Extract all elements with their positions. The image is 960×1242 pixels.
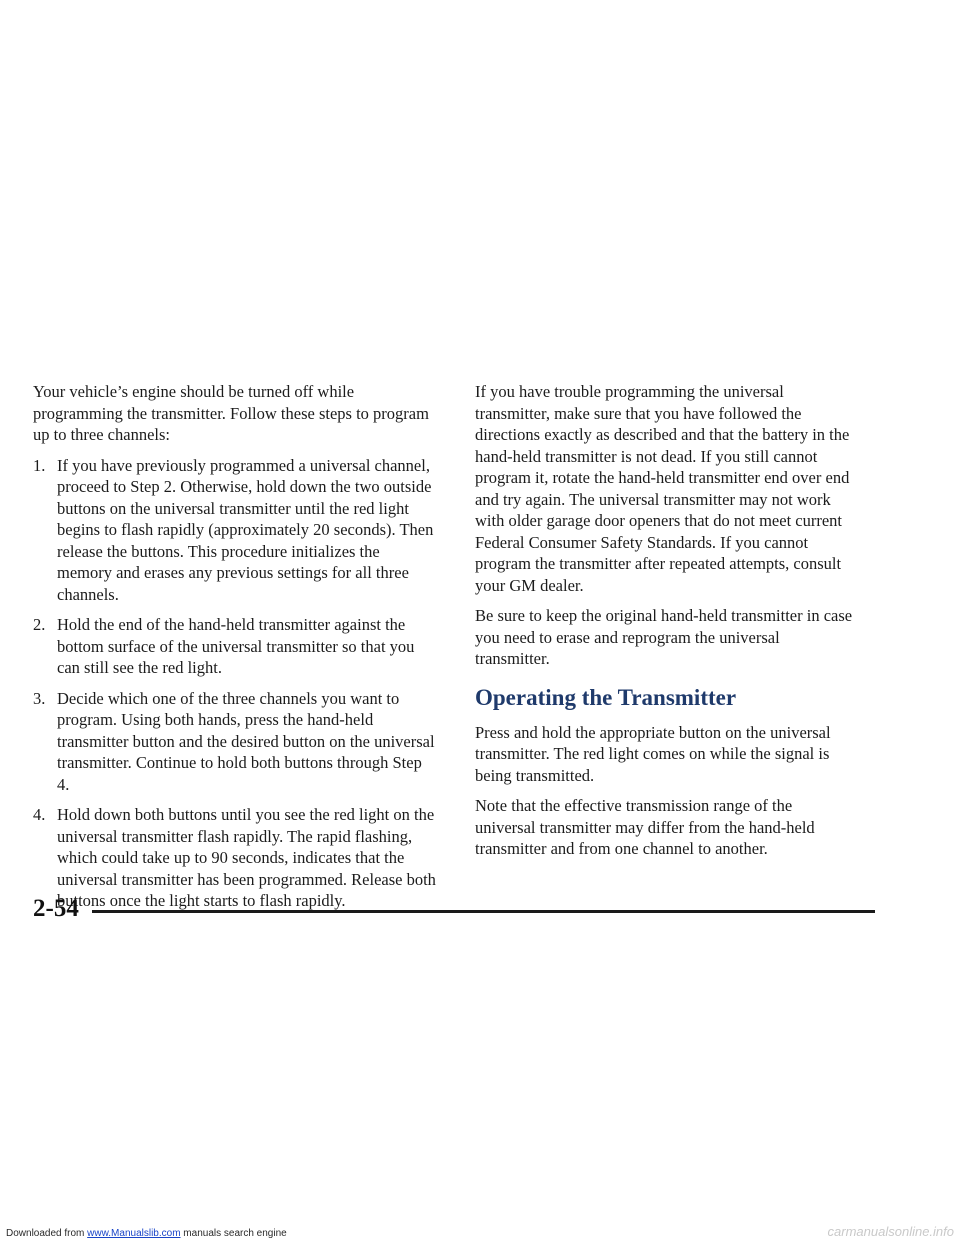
footer-prefix: Downloaded from — [6, 1228, 88, 1239]
page-number: 2-54 — [33, 895, 79, 922]
manualslib-link[interactable]: www.Manualslib.com — [87, 1228, 181, 1239]
step-item — [33, 455, 438, 606]
footer-suffix: manuals search engine — [180, 1228, 287, 1239]
step-text: If you have previously programmed a universal channel, proceed to Step 2. Otherwise, hold down the two outside buttons on the universal transmitter until the red light begins to flash rapidly (approximately 20 seconds). Then release the buttons. This procedure initializes the memory and erases any previous settings for all three channels. — [57, 455, 434, 604]
step-text: Hold the end of the hand-held transmitter against the bottom surface of the universal transmitter so that you can still see the red light. — [57, 615, 415, 677]
step-item — [33, 804, 438, 912]
download-footer — [6, 1228, 287, 1239]
step-item — [33, 614, 438, 679]
page-divider-rule — [92, 910, 875, 913]
keep-transmitter-paragraph: Be sure to keep the original hand-held transmitter in case you need to erase and reprogram the universal transmitter. — [475, 606, 853, 668]
step-number: 4. — [33, 805, 46, 824]
step-text: Decide which one of the three channels you want to program. Using both hands, press the hand-held transmitter button and the desired button on the universal transmitter. Continue to hold both buttons through Step 4. — [57, 688, 435, 794]
steps-list — [33, 455, 438, 912]
operate-paragraph: Press and hold the appropriate button on the universal transmitter. The red light comes on while the signal is being transmitted. — [475, 722, 831, 785]
intro-paragraph: Your vehicle’s engine should be turned off while programming the transmitter. Follow these steps to program up to three channels: — [33, 382, 429, 444]
step-item — [33, 688, 438, 796]
right-column — [475, 381, 855, 869]
trouble-paragraph: If you have trouble programming the universal transmitter, make sure that you have followed the directions exactly as described and that the battery in the hand-held transmitter is not dead. If you still cannot program it, rotate the hand-held transmitter end over end and try again. The universal transmitter may not work with older garage door openers that do not meet current Federal Consumer Safety Standards. If you cannot program the transmitter after repeated attempts, consult your GM dealer. — [475, 382, 850, 595]
range-paragraph: Note that the effective transmission range of the universal transmitter may differ from the hand-held transmitter and from one channel to another. — [475, 796, 815, 858]
step-number: 2. — [33, 615, 46, 634]
step-text: Hold down both buttons until you see the red light on the universal transmitter flash rapidly. The rapid flashing, which could take up to 90 seconds, indicates that the universal transmitter has been programmed. Release both buttons once the light starts to flash rapidly. — [57, 805, 436, 910]
watermark: carmanualsonline.info — [827, 1224, 954, 1239]
step-number: 3. — [33, 688, 46, 708]
section-heading: Operating the Transmitter — [475, 684, 737, 710]
left-column — [33, 381, 438, 921]
step-number: 1. — [33, 455, 46, 475]
